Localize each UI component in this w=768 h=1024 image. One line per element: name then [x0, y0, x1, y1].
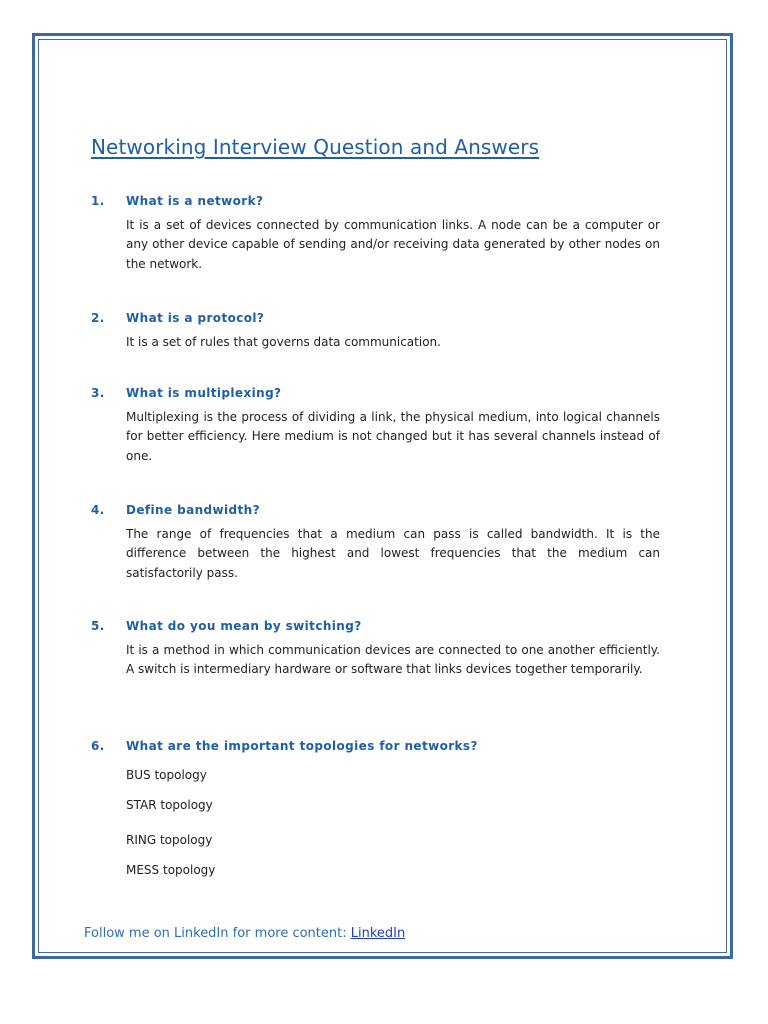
page-border — [32, 33, 733, 959]
question-text: What are the important topologies for networks? — [126, 739, 478, 753]
topology-item-bus: BUS topology — [126, 768, 207, 782]
page-title: Networking Interview Question and Answers — [91, 135, 540, 159]
qa-item-2 — [91, 311, 671, 352]
question-text: What do you mean by switching? — [126, 619, 362, 633]
question-number: 2. — [91, 311, 105, 325]
qa-item-4 — [91, 503, 671, 583]
answer-text: The range of frequencies that a medium can pass is called bandwidth. It is the difference between the highest and lowest frequencies that the medium can satisfactorily pass. — [126, 527, 660, 580]
footer — [84, 926, 405, 941]
qa-item-3 — [91, 386, 671, 466]
topology-item-mess: MESS topology — [126, 863, 216, 877]
question-number: 3. — [91, 386, 105, 400]
question-number: 5. — [91, 619, 105, 633]
question-text: What is a protocol? — [126, 311, 265, 325]
page-border-inner — [38, 39, 727, 953]
linkedin-link[interactable]: LinkedIn — [350, 926, 406, 941]
answer-text: It is a method in which communication devices are connected to one another efficiently. A switch is intermediary hardware or software that links devices together temporarily. — [126, 643, 660, 677]
qa-item-1 — [91, 194, 671, 274]
question-text: What is a network? — [126, 194, 264, 208]
question-number: 1. — [91, 194, 105, 208]
topology-item-star: STAR topology — [126, 798, 213, 812]
question-text: What is multiplexing? — [126, 386, 282, 400]
answer-text: It is a set of devices connected by communication links. A node can be a computer or any other device capable of sending and/or receiving data generated by other nodes on the network. — [126, 218, 660, 271]
question-number: 4. — [91, 503, 105, 517]
answer-text: Multiplexing is the process of dividing a link, the physical medium, into logical channels for better efficiency. Here medium is not changed but it has several channels instead of one. — [126, 410, 660, 463]
topology-item-ring: RING topology — [126, 833, 213, 847]
footer-text: Follow me on LinkedIn for more content: — [84, 926, 351, 941]
qa-item-5 — [91, 619, 671, 680]
question-number: 6. — [91, 739, 105, 753]
qa-item-6 — [91, 739, 671, 757]
answer-text: It is a set of rules that governs data communication. — [126, 335, 441, 349]
question-text: Define bandwidth? — [126, 503, 260, 517]
